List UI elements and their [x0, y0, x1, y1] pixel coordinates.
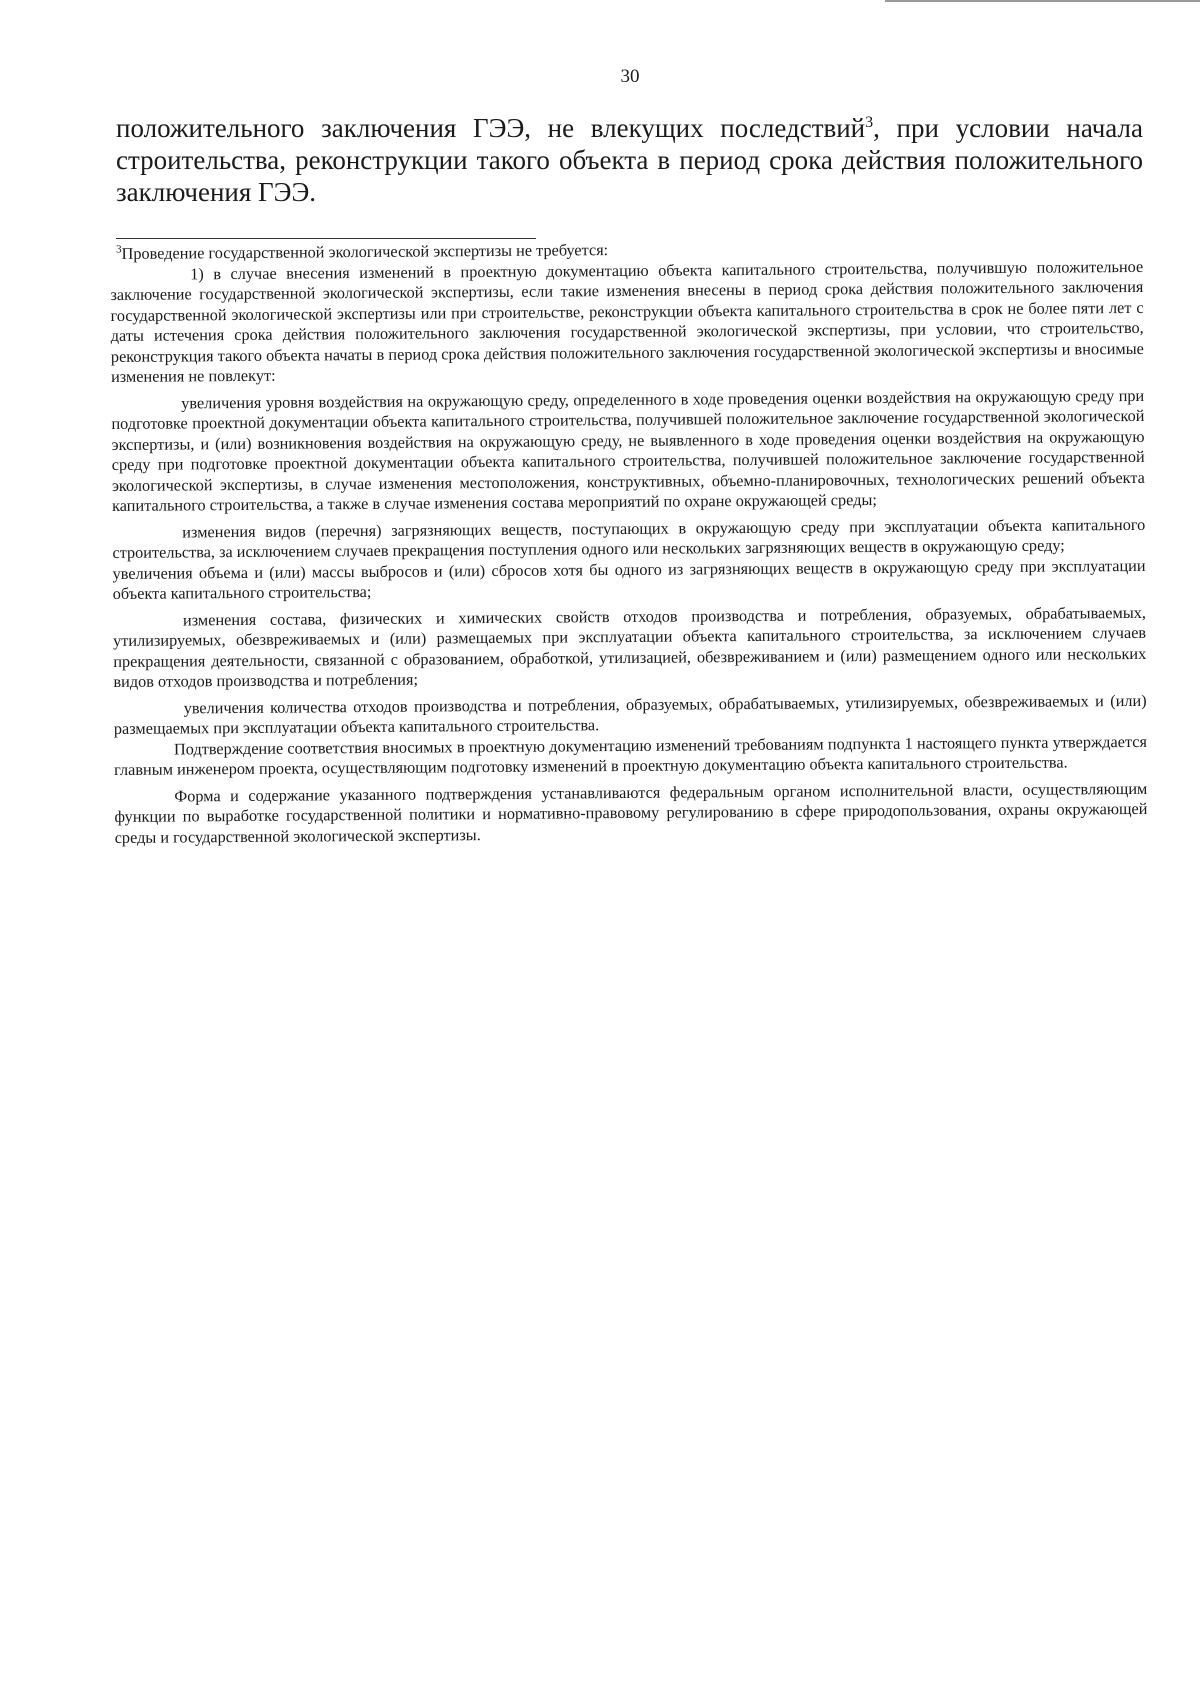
footnote-paragraph-3: изменения видов (перечня) загрязняющих веществ, поступающих в окружающую среду при эксплуатации объекта капитального строительства, за исключением случаев прекращения поступления одного или нескольких загрязняющих веществ в окружающую среду;	[112, 514, 1146, 562]
footnote-paragraph-1: 1) в случае внесения изменений в проектную документацию объекта капитального строительства, получившую положительное заключение государственной экологической экспертизы, если такие изменения внесены в период срока действия положительного заключения государственной экологической экспертизы или при строительстве, реконструкции объекта капитального строительства в срок не более пяти лет с даты истечения срока действия положительного заключения государственной экологической экспертизы, при условии, что строительство, реконструкция такого объекта начаты в период срока действия положительного заключения государственной экологической экспертизы и вносимые изменения не повлекут:	[110, 256, 1144, 386]
footnote-paragraph-2: увеличения уровня воздействия на окружающую среду, определенного в ходе проведения оценки воздействия на окружающую среду при подготовке проектной документации объекта капитального строительства, получившей положительное заключение государственной экологической экспертизы, и (или) возникновения воздействия на окружающую среду, не выявленного в ходе проведения оценки воздействия на окружающую среду при подготовке проектной документации объекта капитального строительства, получившей положительное заключение государственной экологической экспертизы, в случае изменения местоположения, конструктивных, объемно-планировочных, технологических решений объекта капитального строительства, а также в случае изменения состава мероприятий по охране окружающей среды;	[111, 385, 1145, 515]
footnote-paragraph-5: изменения состава, физических и химических свойств отходов производства и потребления, образуемых, обрабатываемых, утилизируемых, обезвреживаемых и (или) размещаемых при эксплуатации объекта капитального строительства, за исключением случаев прекращения деятельности, связанной с образованием, обработкой, утилизацией, обезвреживанием и (или) размещением одного или нескольких видов отходов производства и потребления;	[113, 602, 1147, 691]
footnote-heading-text: Проведение государственной экологической экспертизы не требуется:	[121, 240, 609, 263]
footnote-marker: 3	[115, 243, 122, 256]
page-number: 30	[620, 66, 640, 87]
scan-top-rule	[885, 0, 1200, 2]
footnote-separator	[116, 238, 536, 239]
footnote-paragraph-6: увеличения количества отходов производства и потребления, образуемых, обрабатываемых, утилизируемых, обезвреживаемых и (или) размещаемых при эксплуатации объекта капитального строительства.	[113, 690, 1147, 738]
footnote-paragraph-4: увеличения объема и (или) массы выбросов и (или) сбросов хотя бы одного из загрязняющих веществ в окружающую среду при эксплуатации объекта капитального строительства;	[112, 555, 1146, 603]
main-text-part-1: положительного заключения ГЭЭ, не влекущих последствий	[116, 113, 866, 143]
footnote-paragraph-8: Форма и содержание указанного подтверждения устанавливаются федеральным органом исполнительной власти, осуществляющим функции по выработке государственной политики и нормативно-правовому регулированию в сфере природопользования, охраны окружающей среды и государственной экологической экспертизы.	[114, 778, 1148, 847]
footnote	[110, 236, 1148, 848]
footnote-reference: 3	[865, 114, 874, 131]
main-paragraph	[116, 112, 1143, 208]
footnote-paragraph-7: Подтверждение соответствия вносимых в проектную документацию изменений требованиям подпункта 1 настоящего пункта утверждается главным инженером проекта, осуществляющим подготовку изменений в проектную документацию объекта капитального строительства.	[114, 731, 1148, 779]
main-text-part-2: , при условии начала строительства, реконструкции такого объекта в период срока действия положительного заключения ГЭЭ.	[116, 113, 1143, 207]
